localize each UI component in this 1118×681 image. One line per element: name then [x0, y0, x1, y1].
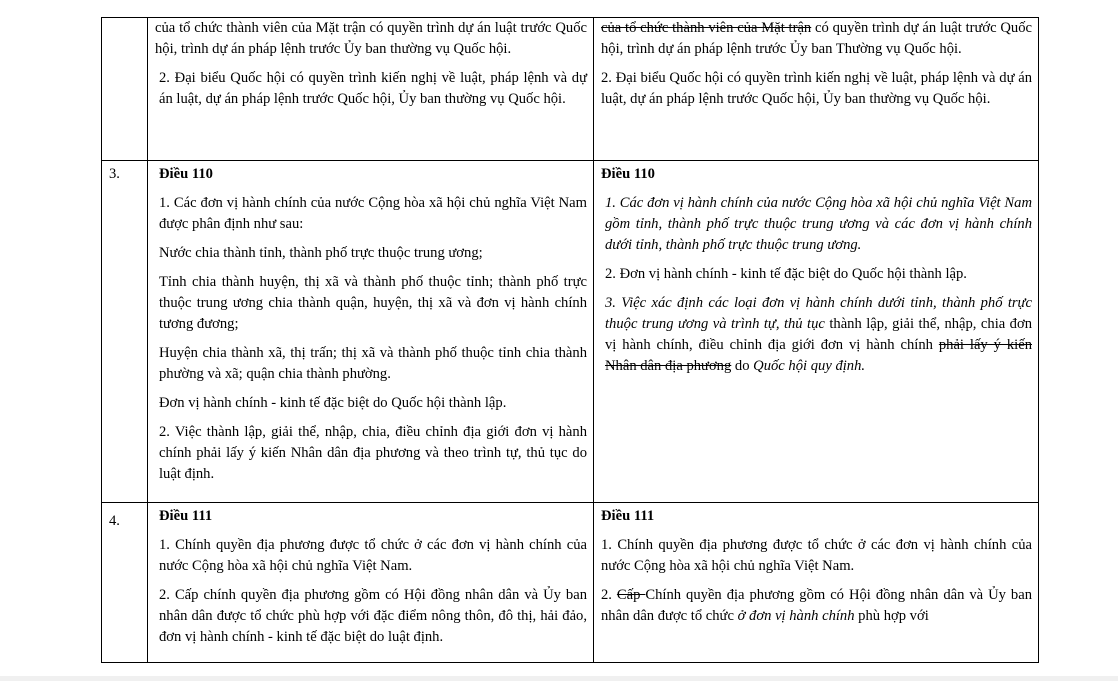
old-paragraph: Nước chia thành tỉnh, thành phố trực thuộc trung ương; — [159, 245, 483, 261]
new-text: 2. — [601, 587, 617, 603]
row-number-cell — [102, 503, 148, 663]
old-paragraph: 2. Cấp chính quyền địa phương gồm có Hội đồng nhân dân và Ủy ban nhân dân được tổ chức phù hợp với đặc điểm nông thôn, đô thị, hải đảo, đơn vị hành chính - kinh tế đặc biệt do luật định. — [159, 587, 587, 645]
old-paragraph: của tổ chức thành viên của Mặt trận có quyền trình dự án luật trước Quốc hội, trình dự án pháp lệnh trước Ủy ban thường vụ Quốc hội. — [155, 20, 587, 57]
new-paragraph: 1. Các đơn vị hành chính của nước Cộng hòa xã hội chủ nghĩa Việt Nam gồm tỉnh, thành phố trực thuộc trung ương và các đơn vị hành chính dưới tỉnh, thành phố trực thuộc trung ương. — [605, 195, 1032, 253]
row-number-cell — [102, 18, 148, 161]
old-paragraph: Đơn vị hành chính - kinh tế đặc biệt do Quốc hội thành lập. — [159, 395, 507, 411]
table-row — [102, 161, 1039, 503]
old-paragraph: 2. Đại biểu Quốc hội có quyền trình kiến nghị về luật, pháp lệnh và dự án luật, dự án pháp lệnh trước Quốc hội, Ủy ban thường vụ Quốc hội. — [159, 70, 587, 107]
comparison-table — [101, 17, 1039, 663]
new-paragraph: 2. Đơn vị hành chính - kinh tế đặc biệt do Quốc hội thành lập. — [605, 266, 967, 282]
row-number-cell — [102, 161, 148, 503]
old-text-cell — [148, 503, 594, 663]
article-heading: Điều 110 — [601, 166, 655, 182]
struck-text: của tổ chức thành viên của Mặt trận — [601, 20, 812, 36]
new-text: phù hợp với — [854, 608, 929, 624]
article-heading: Điều 111 — [601, 508, 655, 524]
row-number: 3. — [109, 166, 120, 182]
old-paragraph: 2. Việc thành lập, giải thể, nhập, chia, điều chỉnh địa giới đơn vị hành chính phải lấy ý kiến Nhân dân địa phương và theo trình tự, thủ tục do luật định. — [159, 424, 587, 482]
italic-text: 3. Việc xác định các loại đơn vị hành chính dưới tỉnh, thành phố trực thuộc trung ương và trình tự, thủ tục — [605, 295, 1032, 332]
new-text: thành lập, giải thể, nhập, chia đơn vị hành chính, điều chỉnh địa giới đơn vị hành chính — [605, 316, 1032, 353]
new-text-cell — [594, 503, 1039, 663]
new-text: có quyền trình dự án luật trước Quốc hội, trình dự án pháp lệnh trước Ủy ban Thường vụ Quốc hội. — [601, 20, 1032, 57]
old-paragraph: Tỉnh chia thành huyện, thị xã và thành phố thuộc tỉnh; thành phố trực thuộc trung ương chia thành quận, huyện, thị xã và đơn vị hành chính tương đương; — [159, 274, 587, 332]
new-text: Chính quyền địa phương gồm có Hội đồng nhân dân và Ủy ban nhân dân được tổ chức — [601, 587, 1032, 624]
old-paragraph: 1. Các đơn vị hành chính của nước Cộng hòa xã hội chủ nghĩa Việt Nam được phân định như sau: — [159, 195, 587, 232]
old-paragraph: 1. Chính quyền địa phương được tổ chức ở các đơn vị hành chính của nước Cộng hòa xã hội chủ nghĩa Việt Nam. — [159, 537, 587, 574]
old-text-cell — [148, 18, 594, 161]
new-paragraph: 2. Đại biểu Quốc hội có quyền trình kiến nghị về luật, pháp lệnh và dự án luật, dự án pháp lệnh trước Quốc hội, Ủy ban thường vụ Quốc hội. — [601, 70, 1032, 107]
row-number: 4. — [109, 513, 120, 529]
new-paragraph — [601, 585, 1032, 627]
old-text-cell — [148, 161, 594, 503]
new-paragraph — [601, 18, 1032, 60]
struck-text: phải lấy ý kiến Nhân dân địa phương — [605, 337, 1032, 374]
new-paragraph — [601, 293, 1032, 377]
table-row — [102, 18, 1039, 161]
struck-text: Cấp — [616, 587, 646, 603]
old-paragraph: Huyện chia thành xã, thị trấn; thị xã và thành phố thuộc tỉnh chia thành phường và xã; quận chia thành phường. — [159, 345, 587, 382]
new-text-cell — [594, 18, 1039, 161]
article-heading: Điều 111 — [159, 508, 213, 524]
page-bottom-edge — [0, 676, 1118, 681]
table-row — [102, 503, 1039, 663]
new-text-cell — [594, 161, 1039, 503]
italic-text: Quốc hội quy định. — [753, 358, 866, 374]
article-heading: Điều 110 — [159, 166, 213, 182]
new-text: do — [731, 358, 754, 374]
italic-text: ở đơn vị hành chính — [737, 608, 855, 624]
new-paragraph: 1. Chính quyền địa phương được tổ chức ở các đơn vị hành chính của nước Cộng hòa xã hội chủ nghĩa Việt Nam. — [601, 537, 1032, 574]
